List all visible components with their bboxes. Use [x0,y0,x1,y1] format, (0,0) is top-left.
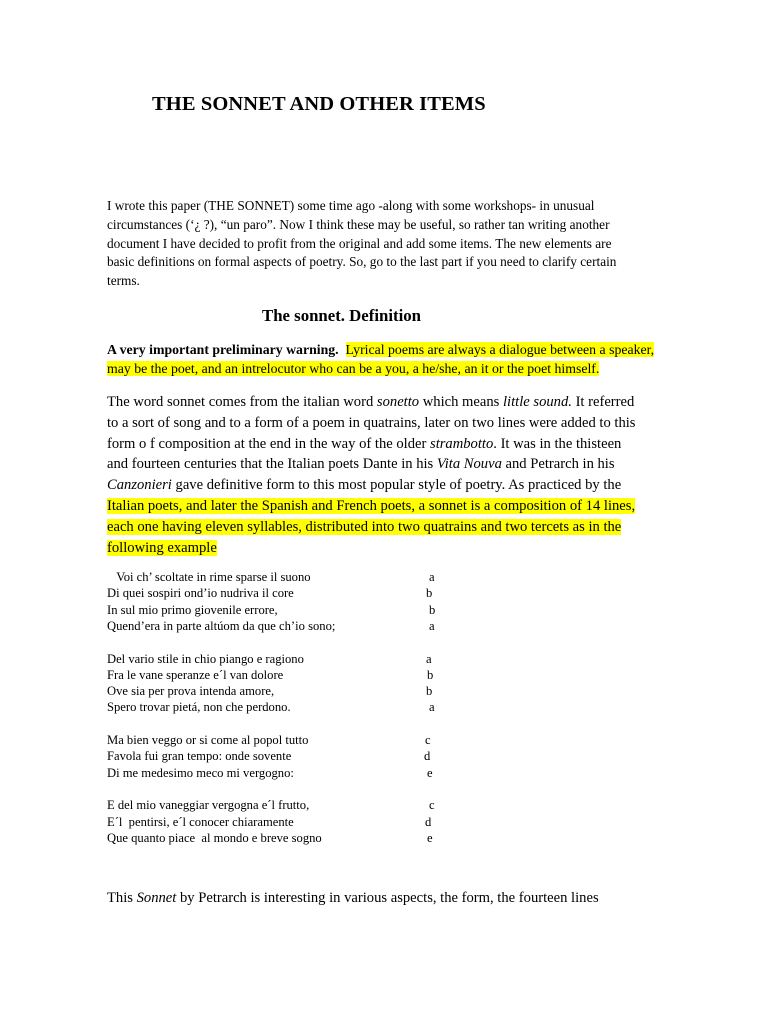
text-run: and fourteen centuries that the Italian poets Dante in his [107,456,437,473]
text-run: gave definitive form to this most popular style of poetry. As practiced by the [171,477,622,494]
poem-line [107,569,467,585]
verse-text: In sul mio primo giovenile errore, [107,602,278,617]
poem-line [107,618,467,634]
rhyme-letter: b [426,586,433,601]
highlighted-text: following example [107,539,217,556]
intro-line: basic definitions on formal aspects of poetry. So, go to the last part if you need to clarify certain [107,254,617,270]
rhyme-letter: a [426,651,432,666]
verse-text: Fra le vane speranze e´l van dolore [107,667,284,682]
poem-line [107,699,467,715]
paragraph-line [107,475,667,496]
warning-line [107,360,667,379]
rhyme-letter: c [425,733,431,748]
definition-paragraph [107,392,667,558]
poem-line [107,585,467,601]
verse-text: E´l pentirsi, e´l conocer chiaramente [107,814,294,829]
paragraph-line [107,454,667,475]
text-run: It referred [571,394,635,410]
rhyme-letter: a [429,570,435,584]
rhyme-letter: b [426,684,433,699]
text-run: form o f composition at the end in the way of the older [107,435,431,452]
rhyme-letter: d [425,814,432,829]
text-run: and Petrarch in his [501,456,615,473]
poem-line [107,667,467,683]
italic-term: little sound. [503,394,572,410]
intro-line: circumstances (‘¿ ?), “un paro”. Now I think these may be useful, so rather tan writing another [107,216,610,232]
verse-text: Spero trovar pietá, non che perdono. [107,700,291,715]
poem-line [107,830,467,846]
verse-text: Ma bien veggo or si come al popol tutto [107,733,309,748]
warning-label: A very important preliminary warning. [107,342,339,357]
warning-paragraph [107,341,667,378]
intro-line: document I have decided to profit from the original and add some items. The new elements are [107,235,612,251]
verse-text: Que quanto piace al mondo e breve sogno [107,831,322,846]
paragraph-line [107,496,667,517]
rhyme-letter: e [427,831,433,846]
rhyme-letter: c [429,798,435,813]
rhyme-letter: a [429,700,435,715]
verse-text: Quend’era in parte altúom da que ch’io sono; [107,618,336,633]
paragraph-line [107,434,667,455]
text-run: The word sonnet comes from the italian word [107,394,377,410]
verse-text: E del mio vaneggiar vergogna e´l frutto, [107,798,310,813]
verse-text: Favola fui gran tempo: onde sovente [107,749,292,764]
verse-text: Di me medesimo meco mi vergogno: [107,765,294,780]
poem-line [107,651,467,667]
poem-stanza [107,732,467,781]
verse-text: Del vario stile in chio piango e ragiono [107,651,304,666]
verse-text: Di quei sospiri ond’io nudriva il core [107,586,294,601]
poem-stanza [107,569,467,634]
italic-term: sonetto [376,394,420,410]
rhyme-letter: a [429,618,435,633]
rhyme-letter: b [427,667,434,682]
text-run: . It was in the thisteen [493,435,622,452]
document-title: THE SONNET AND OTHER ITEMS [152,93,486,115]
poem-stanza [107,797,467,846]
text-run: This [107,890,137,906]
italic-term: strambotto [430,435,494,452]
poem-line [107,732,467,748]
paragraph-line [107,538,667,559]
intro-line: I wrote this paper (THE SONNET) some time ago -along with some workshops- in unusual [107,198,595,213]
italic-term: Sonnet [136,890,177,906]
highlighted-text: each one having eleven syllables, distributed into two quatrains and two tercets as in the [107,518,622,535]
highlighted-text: may be the poet, and an intrelocutor who can be a you, a he/she, an it or the poet himself. [107,360,600,376]
poem-line [107,602,467,618]
warning-line [107,341,667,360]
paragraph-line [107,517,667,538]
text-run: by Petrarch is interesting in various aspects, the form, the fourteen lines [176,890,599,906]
intro-paragraph [107,197,655,291]
closing-line [107,890,599,907]
poem-stanza [107,651,467,716]
highlighted-text: Italian poets, and later the Spanish and French poets, a sonnet is a composition of 14 lines, [107,497,636,514]
poem-line [107,797,467,813]
section-heading: The sonnet. Definition [262,306,421,325]
highlighted-text: Lyrical poems are always a dialogue between a speaker, [345,342,655,357]
text-run: which means [419,394,503,410]
rhyme-letter: e [427,765,433,780]
rhyme-letter: b [429,602,436,617]
poem-line [107,683,467,699]
verse-text: Ove sia per prova intenda amore, [107,684,275,699]
italic-term: Canzonieri [107,477,172,494]
sonnet-example [107,569,467,846]
verse-text: Voi ch’ scoltate in rime sparse il suono [107,570,311,584]
italic-term: Vita Nouva [436,456,502,473]
poem-line [107,765,467,781]
poem-line [107,814,467,830]
poem-line [107,748,467,764]
paragraph-line [107,392,667,413]
paragraph-line: to a sort of song and to a form of a poem in quatrains, later on two lines were added to this [107,414,636,431]
intro-line: terms. [107,273,140,289]
rhyme-letter: d [424,749,431,764]
